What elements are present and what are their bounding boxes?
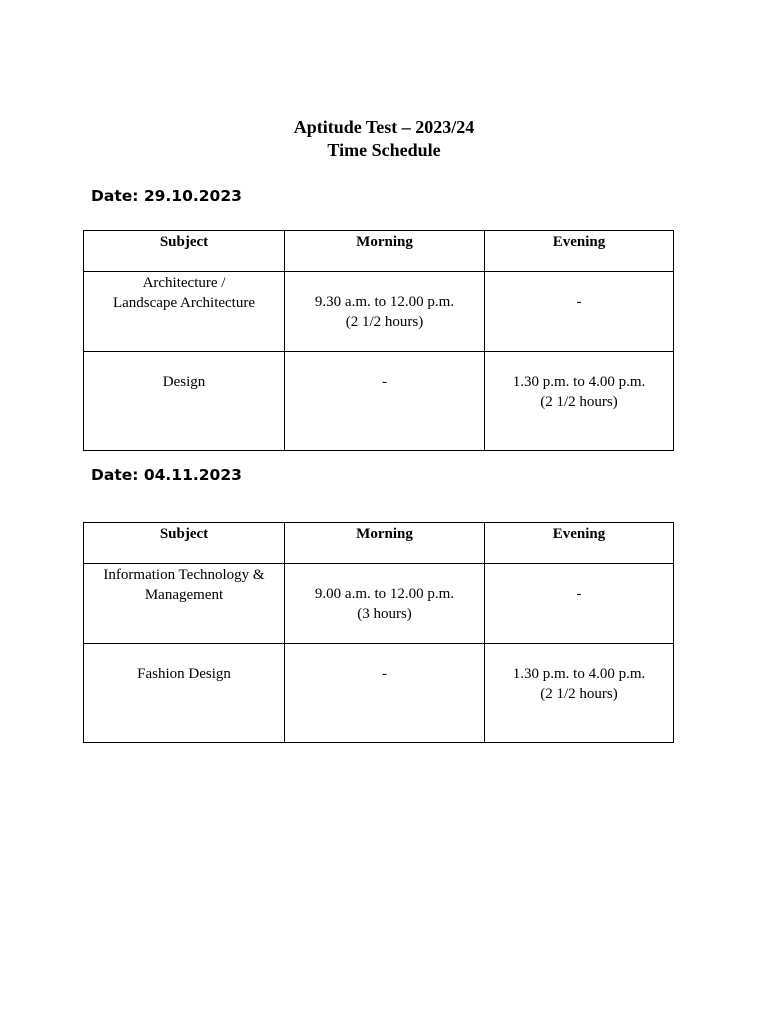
evening-cell <box>485 644 674 743</box>
time-range: 9.30 a.m. to 12.00 p.m. <box>314 294 455 310</box>
column-header-evening: Evening <box>485 523 674 564</box>
time-range: 9.00 a.m. to 12.00 p.m. <box>314 586 455 602</box>
subject-line: Architecture / <box>142 275 226 291</box>
date-heading: Date: 29.10.2023 <box>91 187 242 205</box>
subject-line: Landscape Architecture <box>112 295 255 311</box>
morning-cell <box>285 352 485 451</box>
subject-line: Design <box>162 374 206 390</box>
table-header-row <box>84 231 674 272</box>
column-header-morning: Morning <box>285 523 485 564</box>
table-row <box>84 564 674 644</box>
morning-cell <box>285 272 485 352</box>
subject-cell <box>84 272 285 352</box>
morning-cell <box>285 564 485 644</box>
subject-cell <box>84 644 285 743</box>
evening-cell <box>485 352 674 451</box>
column-header-morning: Morning <box>285 231 485 272</box>
table-header-row <box>84 523 674 564</box>
table-row <box>84 352 674 451</box>
time-range: 1.30 p.m. to 4.00 p.m. <box>512 374 646 390</box>
document-subtitle: Time Schedule <box>327 140 441 160</box>
duration: (3 hours) <box>357 606 412 622</box>
duration: (2 1/2 hours) <box>345 314 424 330</box>
subject-cell <box>84 352 285 451</box>
table-row <box>84 644 674 743</box>
duration: (2 1/2 hours) <box>540 394 618 410</box>
date-heading: Date: 04.11.2023 <box>91 466 242 484</box>
schedule-table <box>83 230 674 451</box>
time-range: - <box>382 374 387 390</box>
subject-line: Management <box>144 587 224 603</box>
column-header-evening: Evening <box>485 231 674 272</box>
time-range: 1.30 p.m. to 4.00 p.m. <box>512 666 646 682</box>
time-range: - <box>576 586 582 602</box>
time-range: - <box>382 666 387 682</box>
document-title: Aptitude Test – 2023/24 <box>293 117 475 137</box>
subject-line: Information Technology & <box>103 567 265 583</box>
morning-cell <box>285 644 485 743</box>
subject-cell <box>84 564 285 644</box>
column-header-subject: Subject <box>84 231 285 272</box>
subject-line: Fashion Design <box>137 666 231 682</box>
column-header-subject: Subject <box>84 523 285 564</box>
time-range: - <box>576 294 582 310</box>
schedule-table <box>83 522 674 743</box>
table-row <box>84 272 674 352</box>
evening-cell <box>485 564 674 644</box>
duration: (2 1/2 hours) <box>540 686 618 702</box>
evening-cell <box>485 272 674 352</box>
